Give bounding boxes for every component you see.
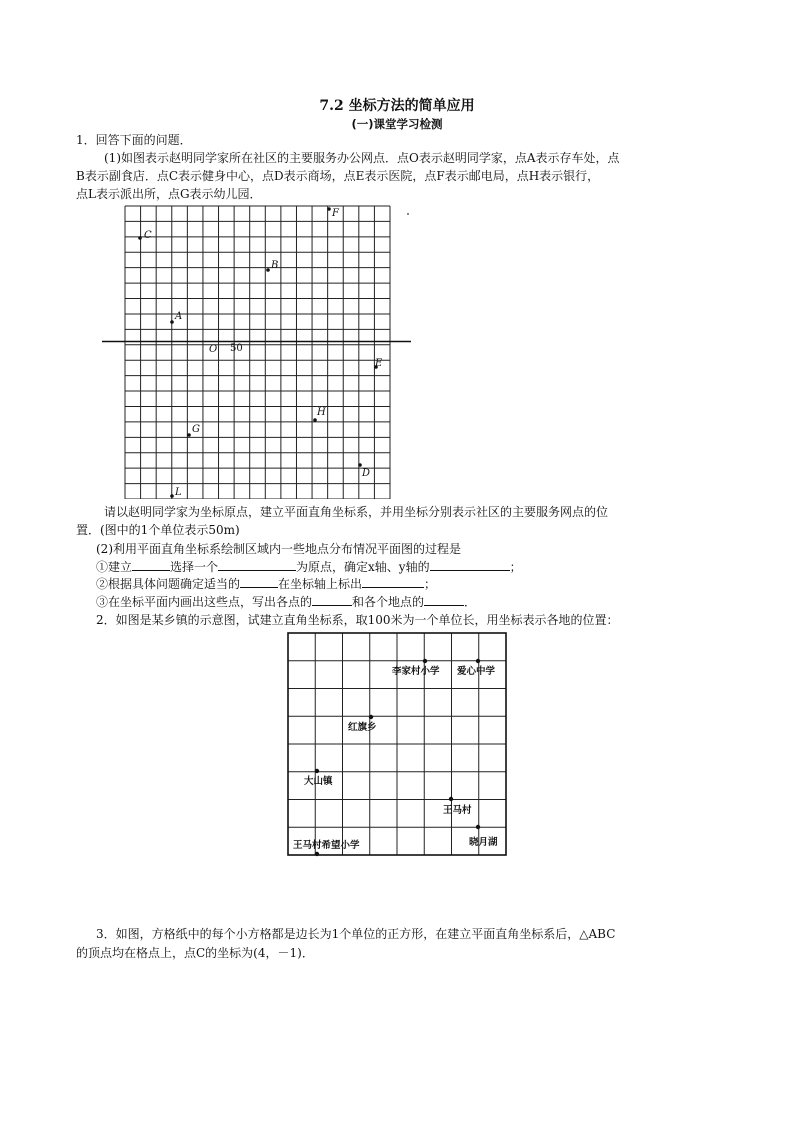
label-h: H <box>317 407 326 418</box>
label-scale: 50 <box>230 343 243 354</box>
lijiacun-label: 李家村小学 <box>392 666 440 677</box>
xiaoyue-label: 晓月湖 <box>469 837 498 848</box>
label-g: G <box>192 424 200 435</box>
q1-ask-line2: 置．(图中的1个单位表示50m) <box>76 523 240 537</box>
q1-p2-intro: (2)利用平面直角坐标系绘制区域内一些地点分布情况平面图的过程是 <box>96 542 462 556</box>
step2-text-a: ②根据具体问题确定适当的 <box>96 577 241 591</box>
q2-map-figure <box>287 632 508 858</box>
step1-text-b: 选择一个 <box>170 560 219 574</box>
xiaoyue-dot <box>476 825 480 829</box>
lijiacun-dot <box>423 659 427 663</box>
q1-heading: 1．回答下面的问题． <box>76 133 192 147</box>
point-a-dot <box>170 320 174 324</box>
blank-5[interactable] <box>362 575 424 588</box>
q3-line2: 的顶点均在格点上，点C的坐标为(4，－1)． <box>76 946 314 960</box>
step2-text-b: 在坐标轴上标出 <box>278 577 363 591</box>
q3-line1: 3．如图，方格纸中的每个小方格都是边长为1个单位的正方形，在建立平面直角坐标系后，△ABC <box>96 927 616 941</box>
step3-text-b: 和各个地点的 <box>352 595 425 609</box>
q1-points <box>138 207 378 498</box>
dashan-label: 大山镇 <box>304 776 333 787</box>
label-b: B <box>271 260 279 271</box>
wangma-dot <box>449 797 453 801</box>
label-e: E <box>375 358 383 369</box>
point-c-dot <box>138 236 142 240</box>
blank-1[interactable] <box>132 558 170 571</box>
q1-grid-figure <box>100 203 415 499</box>
step2-text-c: ； <box>424 577 437 591</box>
q1-ask-line1: 请以赵明同学家为坐标原点，建立平面直角坐标系，并用坐标分别表示社区的主要服务网点的位 <box>104 505 609 519</box>
dashan-dot <box>315 769 319 773</box>
point-l-dot <box>170 494 174 498</box>
label-d: D <box>362 468 371 479</box>
page-title: 7.2 坐标方法的简单应用 <box>319 98 475 114</box>
point-h-dot <box>313 418 317 422</box>
step3-text-a: ③在坐标平面内画出这些点，写出各点的 <box>96 595 313 609</box>
label-a: A <box>175 311 183 322</box>
label-c: C <box>144 230 152 241</box>
blank-2[interactable] <box>218 558 296 571</box>
q1-p1-line2: B表示副食店．点C表示健身中心，点D表示商场，点E表示医院，点F表示邮电局，点H表示银行， <box>76 169 600 183</box>
q1-grid-lines <box>125 206 390 499</box>
q1-p2-step2 <box>96 575 436 593</box>
point-d-dot <box>358 463 362 467</box>
step1-text-a: ①建立 <box>96 560 133 574</box>
wangmaxiwang-dot <box>315 852 319 856</box>
hongqi-dot <box>369 715 373 719</box>
point-g-dot <box>187 433 191 437</box>
wangma-label: 王马村 <box>443 805 472 816</box>
aixin-dot <box>476 659 480 663</box>
step1-text-d: ； <box>509 560 522 574</box>
q1-p1-line3: 点L表示派出所，点G表示幼儿园． <box>76 187 262 201</box>
aixin-label: 爱心中学 <box>457 666 496 677</box>
label-o: O <box>209 344 218 355</box>
blank-6[interactable] <box>312 593 352 606</box>
q1-p2-step1 <box>96 558 522 576</box>
point-b-dot <box>266 268 270 272</box>
hongqi-label: 红旗乡 <box>348 722 377 733</box>
step1-text-c: 为原点，确定x轴、y轴的 <box>296 560 430 574</box>
label-f: F <box>332 208 339 219</box>
q1-p1-line1: (1)如图表示赵明同学家所在社区的主要服务办公网点．点O表示赵明同学家，点A表示存车处，点 <box>104 151 620 165</box>
blank-7[interactable] <box>424 593 464 606</box>
blank-4[interactable] <box>240 575 278 588</box>
q1-p2-step3 <box>96 593 476 611</box>
section-subtitle: (一)课堂学习检测 <box>351 117 443 131</box>
point-f-dot <box>327 207 331 211</box>
q2-text: 2．如图是某乡镇的示意图，试建立直角坐标系，取100米为一个单位长，用坐标表示各地的位置： <box>96 613 619 627</box>
step3-text-c: ． <box>464 595 477 609</box>
wangmaxiwang-label: 王马村希望小学 <box>293 840 360 851</box>
label-l: L <box>175 487 182 498</box>
blank-3[interactable] <box>430 558 510 571</box>
